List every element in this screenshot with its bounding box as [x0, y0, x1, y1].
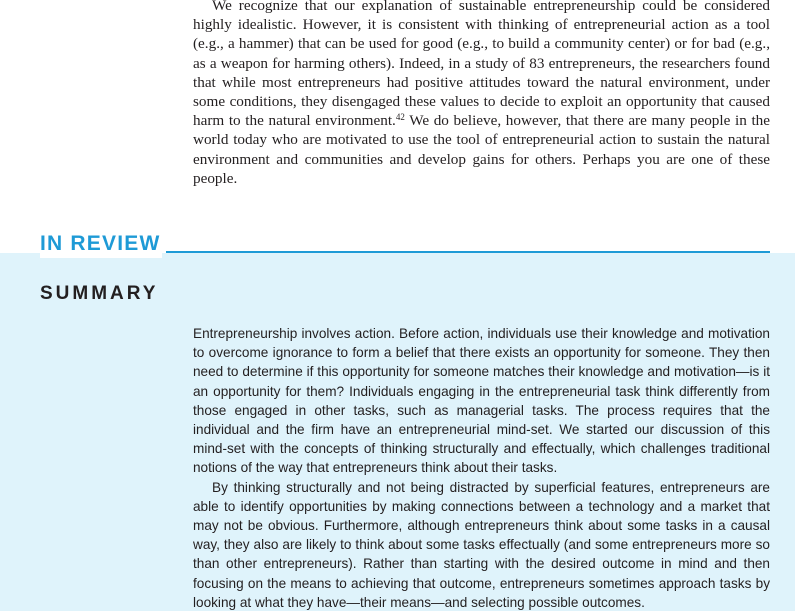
summary-heading: SUMMARY — [40, 283, 159, 304]
main-text-section — [0, 0, 795, 252]
in-review-heading: IN REVIEW — [40, 230, 162, 258]
intro-text-before-note: We recognize that our explanation of sustainable entrepreneurship could be considered highly idealistic. However, it is consistent with thinking of entrepreneurial action as a tool (e.g., a hammer) that can be used for good (e.g., to build a community center) or for bad (e.g., as a weapon for harming others). Indeed, in a study of 83 entrepreneurs, the researchers found that while most entrepreneurs had positive attitudes toward the natural environment, under some conditions, they disengaged these values to decide to exploit an opportunity that caused harm to the natural environment. — [193, 0, 770, 130]
endnote-reference[interactable]: 42 — [395, 112, 405, 123]
section-divider — [166, 251, 770, 253]
summary-paragraph-2: By thinking structurally and not being distracted by superficial features, entrepreneurs are able to identify opportunities by making connections between a technology and a market that may not be obvious. Furthermore, although entrepreneurs think about some tasks in a causal way, they also are likely to think about some tasks effectually (and some entrepreneurs more so than other entrepreneurs). Rather than starting with the desired outcome in mind and then focusing on the means to achieving that outcome, entrepreneurs sometimes approach tasks by looking at what they have—their means—and selecting possible outcomes. — [193, 479, 770, 610]
intro-text-after-note: We do believe, however, that there are many people in the world today who are motivated to use the tool of entrepreneurial action to sustain the natural environment and communities and develop gains for others. Perhaps you are one of these people. — [193, 112, 770, 187]
summary-body — [193, 324, 770, 612]
intro-paragraph — [193, 0, 770, 188]
summary-paragraph-1: Entrepreneurship involves action. Before action, individuals use their knowledge and motivation to overcome ignorance to form a belief that there exists an opportunity for someone. They then need to determine if this opportunity for someone matches their knowledge and motivation—is it an opportunity for them? Individuals engaging in the entrepreneurial task think differently from those engaged in other tasks, such as managerial tasks. The process requires that the individual and the firm have an entrepreneurial mind-set. We started our discussion of this mind-set with the concepts of thinking structurally and effectually, which challenges traditional notions of the way that entrepreneurs think about their tasks. — [193, 326, 770, 476]
